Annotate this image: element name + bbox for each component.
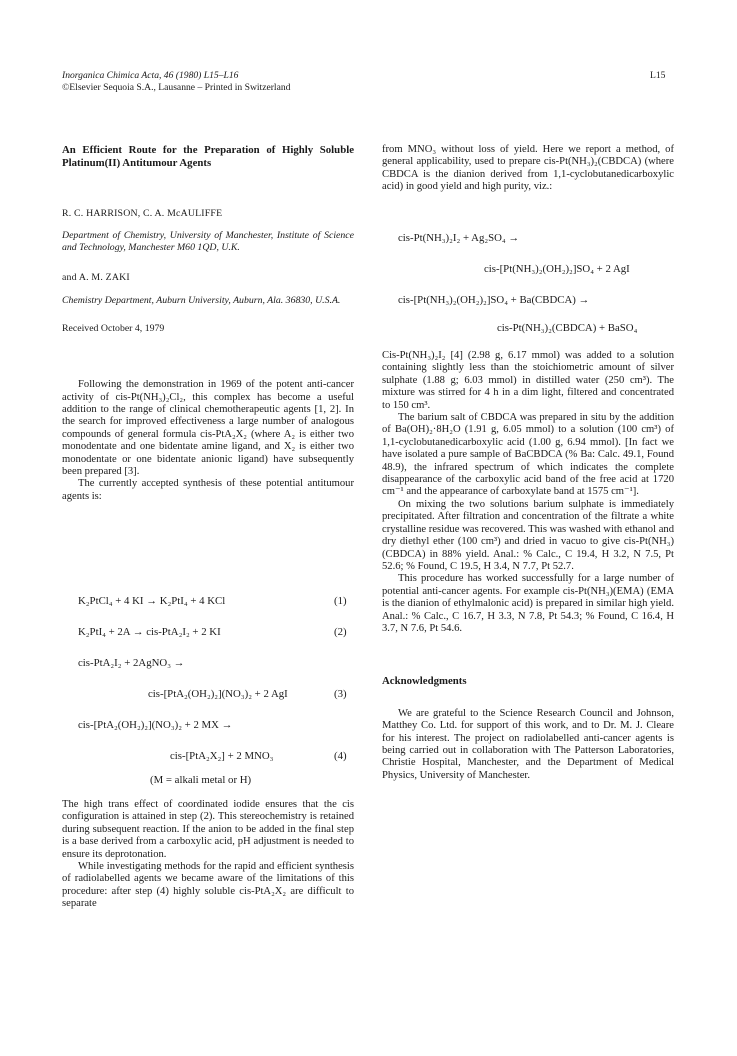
affiliation-secondary: Chemistry Department, Auburn University, Auburn, Ala. 36830, U.S.A. [62, 294, 341, 306]
equation-4-left: cis-[PtA₂(OH₂)₂](NO₃)₂ + 2 MX → [78, 719, 233, 731]
equation-4-number: (4) [334, 750, 347, 762]
page-number: L15 [650, 70, 666, 81]
left-column-lower [62, 799, 354, 911]
experimental-paragraph-2: The barium salt of CBDCA was prepared in situ by the addition of Ba(OH)₂·8H₂O (1.91 g, 6.05 mmol) to a solution (100 cm³) of 1,1-cyclobutanedicarboxylic acid (1.00 g, 6.94 mmol). [In fact we have isolated a pure sample of BaCBDCA (% Ba: Calc. 49.1, Found 48.9), the infrared spectrum of which indicates the complete disappearance of the carboxylic acid band of the free acid at 1720 cm⁻¹ and the appearance of carboxylate band at 1575 cm⁻¹]. [382, 412, 674, 498]
equation-2-number: (2) [334, 626, 347, 638]
reaction-2-left: cis-[Pt(NH₃)₂(OH₂)₂]SO₄ + Ba(CBDCA) → [398, 294, 590, 306]
equation-3-number: (3) [334, 688, 347, 700]
experimental-paragraph-1: Cis-Pt(NH₃)₂I₂ [4] (2.98 g, 6.17 mmol) was added to a solution containing slightly less than the stoichiometric amount of silver sulphate (1.88 g; 6.03 mmol) in distilled water (250 cm³). The mixture was stirred for 4 h in a dim light, filtered and concentrated to 150 cm³. [382, 350, 674, 411]
authors-secondary: and A. M. ZAKI [62, 272, 130, 284]
equation-1-number: (1) [334, 595, 347, 607]
reaction-2-right: cis-Pt(NH₃)₂(CBDCA) + BaSO₄ [497, 322, 638, 334]
equation-3-left: cis-PtA₂I₂ + 2AgNO₃ → [78, 657, 185, 669]
acknowledgments-heading: Acknowledgments [382, 675, 467, 688]
left-column [62, 144, 354, 503]
equation-4-right: cis-[PtA₂X₂] + 2 MNO₃ [170, 750, 274, 762]
trans-effect-paragraph: The high trans effect of coordinated iodide ensures that the cis configuration is attained in step (2). This stereochemistry is retained during subsequent reaction. If the anion to be added in the final step is a base derived from a carboxylic acid, pH adjustment is needed to ensure its deprotonation. [62, 799, 354, 860]
experimental-paragraph-3: On mixing the two solutions barium sulphate is immediately precipitated. After filtration and concentration of the filtrate a white crystalline residue was recovered. This was washed with ethanol and dry diethyl ether (100 cm³) and dried in vacuo to give cis-Pt(NH₃)(CBDCA) in 88% yield. Anal.: % Calc., C 19.4, H 3.2, N 7.5, Pt 52.6; % Found, C 19.5, H 3.4, N 7.7, Pt 52.7. [382, 498, 674, 572]
reaction-1-right: cis-[Pt(NH₃)₂(OH₂)₂]SO₄ + 2 AgI [484, 263, 630, 275]
affiliation-primary: Department of Chemistry, University of Manchester, Institute of Science and Technology, Manchester M60 1QD, U.K. [62, 230, 354, 254]
publisher-line: ©Elsevier Sequoia S.A., Lausanne – Printed in Switzerland [62, 82, 291, 93]
received-date: Received October 4, 1979 [62, 322, 165, 334]
equation-3-right: cis-[PtA₂(OH₂)₂](NO₃)₂ + 2 AgI [148, 688, 288, 700]
method-paragraph: from MNO₃ without loss of yield. Here we report a method, of general applicability, used to prepare cis-Pt(NH₃)₂(CBDCA) (where CBDCA is the dianion derived from 1,1-cyclobutanedicarboxylic acid) in good yield and high purity, viz.: [382, 144, 674, 193]
right-column [382, 144, 674, 194]
acknowledgments-text: We are grateful to the Science Research Council and Johnson, Matthey Co. Ltd. for support of this work, and to Dr. M. J. Cleare for his interest. The project on radiolabelled anti-cancer agents is being carried out in collaboration with The Patterson Laboratories, Christie Hospital, Manchester, and the Department of Medical Physics, University of Manchester. [382, 707, 674, 781]
equation-1: K₂PtCl₄ + 4 KI → K₂PtI₄ + 4 KCl [78, 595, 226, 607]
synthesis-intro-paragraph: The currently accepted synthesis of these potential antitumour agents is: [62, 478, 354, 502]
right-column-lower [382, 350, 674, 782]
journal-citation: Inorganica Chimica Acta, 46 (1980) L15–L16 [62, 70, 239, 81]
authors-primary: R. C. HARRISON, C. A. McAULIFFE [62, 208, 223, 219]
intro-paragraph: Following the demonstration in 1969 of the potent anti-cancer activity of cis-Pt(NH₃)₂Cl₂, this complex has become a useful addition to the range of clinical chemotherapeutic agents [1, 2]. In the search for improved effectiveness a large number of analogous compounds of general formula cis-PtA₂X₂ (where A₂ is either two monodentate and one bidentate amine ligand, and X₂ is either two monodentate or one bidentate anionic ligand) have subsequently been prepared [3]. [62, 379, 354, 478]
reaction-1-left: cis-Pt(NH₃)₂I₂ + Ag₂SO₄ → [398, 232, 520, 244]
experimental-paragraph-4: This procedure has worked successfully for a large number of potential anti-cancer agents. For example cis-Pt(NH₃)(EMA) (EMA is the dianion of ethylmalonic acid) is prepared in similar high yield. Anal.: % Calc., C 16.7, H 3.3, N 7.8, Pt 54.3; % Found, C 16.4, H 3.7, N 7.6, Pt 54.6. [382, 573, 674, 634]
limitations-paragraph: While investigating methods for the rapid and efficient synthesis of radiolabelled agents we became aware of the limitations of this procedure: after step (4) highly soluble cis-PtA₂X₂ are difficult to separate [62, 861, 354, 910]
article-title: An Efficient Route for the Preparation of Highly Soluble Platinum(II) Antitumour Agents [62, 144, 354, 169]
equation-2: K₂PtI₄ + 2A → cis-PtA₂I₂ + 2 KI [78, 626, 221, 638]
equation-note: (M = alkali metal or H) [150, 774, 252, 786]
